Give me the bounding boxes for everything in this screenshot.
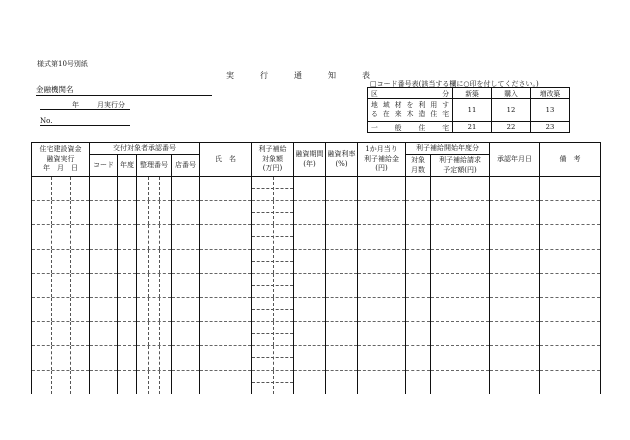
cell-name[interactable] <box>200 346 252 370</box>
code-header-purchase: 購入 <box>492 88 531 99</box>
cell-branch-number[interactable] <box>172 322 200 346</box>
cell-loan-date[interactable] <box>32 273 90 297</box>
header-target-months: 対象 月数 <box>406 155 431 177</box>
cell-serial-number[interactable] <box>137 346 172 370</box>
cell-serial-number[interactable] <box>137 322 172 346</box>
cell-approval-date[interactable] <box>490 370 540 394</box>
code-row-local-wood <box>368 99 570 122</box>
cell-target-months[interactable] <box>406 297 431 321</box>
cell-planned-amount[interactable] <box>431 201 490 225</box>
code-cell[interactable]: 23 <box>531 122 570 133</box>
code-header-renovation: 増改築 <box>531 88 570 99</box>
cell-branch-number[interactable] <box>172 201 200 225</box>
execution-notice-table <box>31 142 601 394</box>
cell-branch-number[interactable] <box>172 273 200 297</box>
header-remarks: 備 考 <box>540 143 601 177</box>
cell-target-months[interactable] <box>406 273 431 297</box>
cell-code[interactable] <box>90 322 118 346</box>
cell-serial-number[interactable] <box>137 370 172 394</box>
table-row <box>32 177 601 201</box>
cell-branch-number[interactable] <box>172 225 200 249</box>
cell-monthly-subsidy[interactable] <box>358 201 406 225</box>
cell-loan-date[interactable] <box>32 370 90 394</box>
table-row <box>32 370 601 394</box>
cell-target-months[interactable] <box>406 249 431 273</box>
institution-label: 金融機関名 <box>36 85 74 94</box>
cell-branch-number[interactable] <box>172 370 200 394</box>
code-table-header <box>368 88 570 99</box>
cell-interest-rate[interactable] <box>326 346 358 370</box>
cell-target-months[interactable] <box>406 201 431 225</box>
cell-fiscal-year[interactable] <box>118 201 137 225</box>
table-row <box>32 225 601 249</box>
cell-name[interactable] <box>200 370 252 394</box>
cell-planned-amount[interactable] <box>431 249 490 273</box>
cell-fiscal-year[interactable] <box>118 322 137 346</box>
cell-approval-date[interactable] <box>490 201 540 225</box>
cell-fiscal-year[interactable] <box>118 225 137 249</box>
table-row <box>32 201 601 225</box>
cell-monthly-subsidy[interactable] <box>358 249 406 273</box>
cell-code[interactable] <box>90 297 118 321</box>
cell-fiscal-year[interactable] <box>118 249 137 273</box>
cell-planned-amount[interactable] <box>431 177 490 201</box>
cell-serial-number[interactable] <box>137 249 172 273</box>
cell-interest-rate[interactable] <box>326 249 358 273</box>
number-label: No. <box>40 117 53 125</box>
cell-name[interactable] <box>200 249 252 273</box>
header-monthly-subsidy: 1か月当り 利子補給金 (円) <box>358 143 406 177</box>
cell-monthly-subsidy[interactable] <box>358 346 406 370</box>
header-name: 氏 名 <box>200 143 252 177</box>
cell-name[interactable] <box>200 177 252 201</box>
cell-name[interactable] <box>200 201 252 225</box>
form-number: 様式第10号別紙 <box>37 60 88 68</box>
cell-remarks[interactable] <box>540 322 601 346</box>
cell-fiscal-year[interactable] <box>118 346 137 370</box>
cell-target-months[interactable] <box>406 346 431 370</box>
cell-monthly-subsidy[interactable] <box>358 370 406 394</box>
cell-name[interactable] <box>200 297 252 321</box>
code-row-general <box>368 122 570 133</box>
cell-code[interactable] <box>90 249 118 273</box>
cell-loan-period[interactable] <box>294 346 326 370</box>
cell-code[interactable] <box>90 177 118 201</box>
cell-fiscal-year[interactable] <box>118 177 137 201</box>
header-subsidy-target: 利子補給 対象額 (万円) <box>252 143 294 177</box>
header-fiscal-year: 年度 <box>118 155 137 177</box>
cell-remarks[interactable] <box>540 297 601 321</box>
cell-target-months[interactable] <box>406 177 431 201</box>
page-title: 実行通知表 <box>226 71 396 80</box>
cell-subsidy-target[interactable] <box>252 225 294 249</box>
cell-name[interactable] <box>200 225 252 249</box>
cell-serial-number[interactable] <box>137 225 172 249</box>
header-loan-period: 融資期間 (年) <box>294 143 326 177</box>
cell-subsidy-target[interactable] <box>252 249 294 273</box>
cell-planned-amount[interactable] <box>431 297 490 321</box>
cell-subsidy-target[interactable] <box>252 297 294 321</box>
header-interest-rate: 融資利率 (%) <box>326 143 358 177</box>
cell-target-months[interactable] <box>406 370 431 394</box>
table-row <box>32 273 601 297</box>
cell-fiscal-year[interactable] <box>118 273 137 297</box>
cell-approval-date[interactable] <box>490 322 540 346</box>
cell-interest-rate[interactable] <box>326 370 358 394</box>
cell-interest-rate[interactable] <box>326 297 358 321</box>
cell-subsidy-target[interactable] <box>252 177 294 201</box>
cell-remarks[interactable] <box>540 225 601 249</box>
header-code: コード <box>90 155 118 177</box>
cell-planned-amount[interactable] <box>431 322 490 346</box>
number-field[interactable] <box>40 117 130 126</box>
cell-subsidy-target[interactable] <box>252 346 294 370</box>
code-row-label: 一般住宅 <box>368 122 453 133</box>
cell-planned-amount[interactable] <box>431 225 490 249</box>
cell-code[interactable] <box>90 370 118 394</box>
cell-fiscal-year[interactable] <box>118 297 137 321</box>
cell-approval-date[interactable] <box>490 177 540 201</box>
cell-loan-period[interactable] <box>294 273 326 297</box>
code-cell[interactable]: 12 <box>492 99 531 122</box>
cell-approval-date[interactable] <box>490 273 540 297</box>
month-label: 月実行分 <box>97 101 125 109</box>
cell-subsidy-target[interactable] <box>252 370 294 394</box>
code-header-category: 区分 <box>368 88 453 99</box>
cell-remarks[interactable] <box>540 273 601 297</box>
cell-loan-period[interactable] <box>294 322 326 346</box>
cell-monthly-subsidy[interactable] <box>358 273 406 297</box>
cell-loan-date[interactable] <box>32 322 90 346</box>
cell-remarks[interactable] <box>540 201 601 225</box>
cell-interest-rate[interactable] <box>326 273 358 297</box>
cell-subsidy-target[interactable] <box>252 322 294 346</box>
cell-monthly-subsidy[interactable] <box>358 297 406 321</box>
cell-loan-period[interactable] <box>294 249 326 273</box>
cell-target-months[interactable] <box>406 322 431 346</box>
cell-branch-number[interactable] <box>172 297 200 321</box>
cell-subsidy-target[interactable] <box>252 201 294 225</box>
cell-loan-date[interactable] <box>32 177 90 201</box>
code-cell[interactable]: 11 <box>453 99 492 122</box>
institution-name-field[interactable] <box>36 84 212 96</box>
cell-loan-date[interactable] <box>32 249 90 273</box>
cell-branch-number[interactable] <box>172 249 200 273</box>
cell-code[interactable] <box>90 201 118 225</box>
cell-monthly-subsidy[interactable] <box>358 225 406 249</box>
cell-interest-rate[interactable] <box>326 322 358 346</box>
cell-loan-period[interactable] <box>294 201 326 225</box>
header-loan-date: 住宅建設資金 融資実行 年 月 日 <box>32 143 90 177</box>
cell-serial-number[interactable] <box>137 297 172 321</box>
cell-serial-number[interactable] <box>137 201 172 225</box>
cell-interest-rate[interactable] <box>326 201 358 225</box>
cell-planned-amount[interactable] <box>431 370 490 394</box>
table-row <box>32 249 601 273</box>
cell-approval-date[interactable] <box>490 297 540 321</box>
header-approval-date: 承認年月日 <box>490 143 540 177</box>
header-planned-amount: 利子補給請求 予定額(円) <box>431 155 490 177</box>
cell-loan-date[interactable] <box>32 225 90 249</box>
cell-branch-number[interactable] <box>172 177 200 201</box>
cell-fiscal-year[interactable] <box>118 370 137 394</box>
cell-serial-number[interactable] <box>137 177 172 201</box>
cell-name[interactable] <box>200 322 252 346</box>
table-row <box>32 346 601 370</box>
cell-planned-amount[interactable] <box>431 273 490 297</box>
code-row-label: 地域材を利用す る在来木造住宅 <box>368 99 453 122</box>
header-kofu-approval-number: 交付対象者承認番号 <box>90 143 200 155</box>
code-header-new: 新築 <box>453 88 492 99</box>
cell-loan-period[interactable] <box>294 297 326 321</box>
header-start-year: 利子補給開始年度分 <box>406 143 490 155</box>
cell-serial-number[interactable] <box>137 273 172 297</box>
cell-code[interactable] <box>90 225 118 249</box>
cell-loan-period[interactable] <box>294 225 326 249</box>
cell-code[interactable] <box>90 273 118 297</box>
cell-remarks[interactable] <box>540 177 601 201</box>
cell-interest-rate[interactable] <box>326 225 358 249</box>
header-branch-number: 店番号 <box>172 155 200 177</box>
cell-interest-rate[interactable] <box>326 177 358 201</box>
cell-loan-date[interactable] <box>32 297 90 321</box>
cell-approval-date[interactable] <box>490 225 540 249</box>
cell-planned-amount[interactable] <box>431 346 490 370</box>
cell-remarks[interactable] <box>540 370 601 394</box>
header-serial-number: 整理番号 <box>137 155 172 177</box>
table-row <box>32 297 601 321</box>
cell-subsidy-target[interactable] <box>252 273 294 297</box>
cell-approval-date[interactable] <box>490 249 540 273</box>
table-row <box>32 322 601 346</box>
cell-loan-period[interactable] <box>294 177 326 201</box>
cell-monthly-subsidy[interactable] <box>358 322 406 346</box>
cell-target-months[interactable] <box>406 225 431 249</box>
code-cell[interactable]: 13 <box>531 99 570 122</box>
cell-code[interactable] <box>90 346 118 370</box>
code-cell[interactable]: 21 <box>453 122 492 133</box>
cell-approval-date[interactable] <box>490 346 540 370</box>
cell-remarks[interactable] <box>540 249 601 273</box>
cell-loan-date[interactable] <box>32 201 90 225</box>
cell-monthly-subsidy[interactable] <box>358 177 406 201</box>
cell-name[interactable] <box>200 273 252 297</box>
code-table-caption: □コード番号表(該当する欄に○印を付してください。) <box>370 80 539 88</box>
cell-branch-number[interactable] <box>172 346 200 370</box>
cell-loan-date[interactable] <box>32 346 90 370</box>
execution-month-field[interactable] <box>40 100 130 110</box>
code-cell[interactable]: 22 <box>492 122 531 133</box>
cell-remarks[interactable] <box>540 346 601 370</box>
code-number-table <box>367 87 570 133</box>
cell-loan-period[interactable] <box>294 370 326 394</box>
year-label: 年 <box>72 101 79 109</box>
